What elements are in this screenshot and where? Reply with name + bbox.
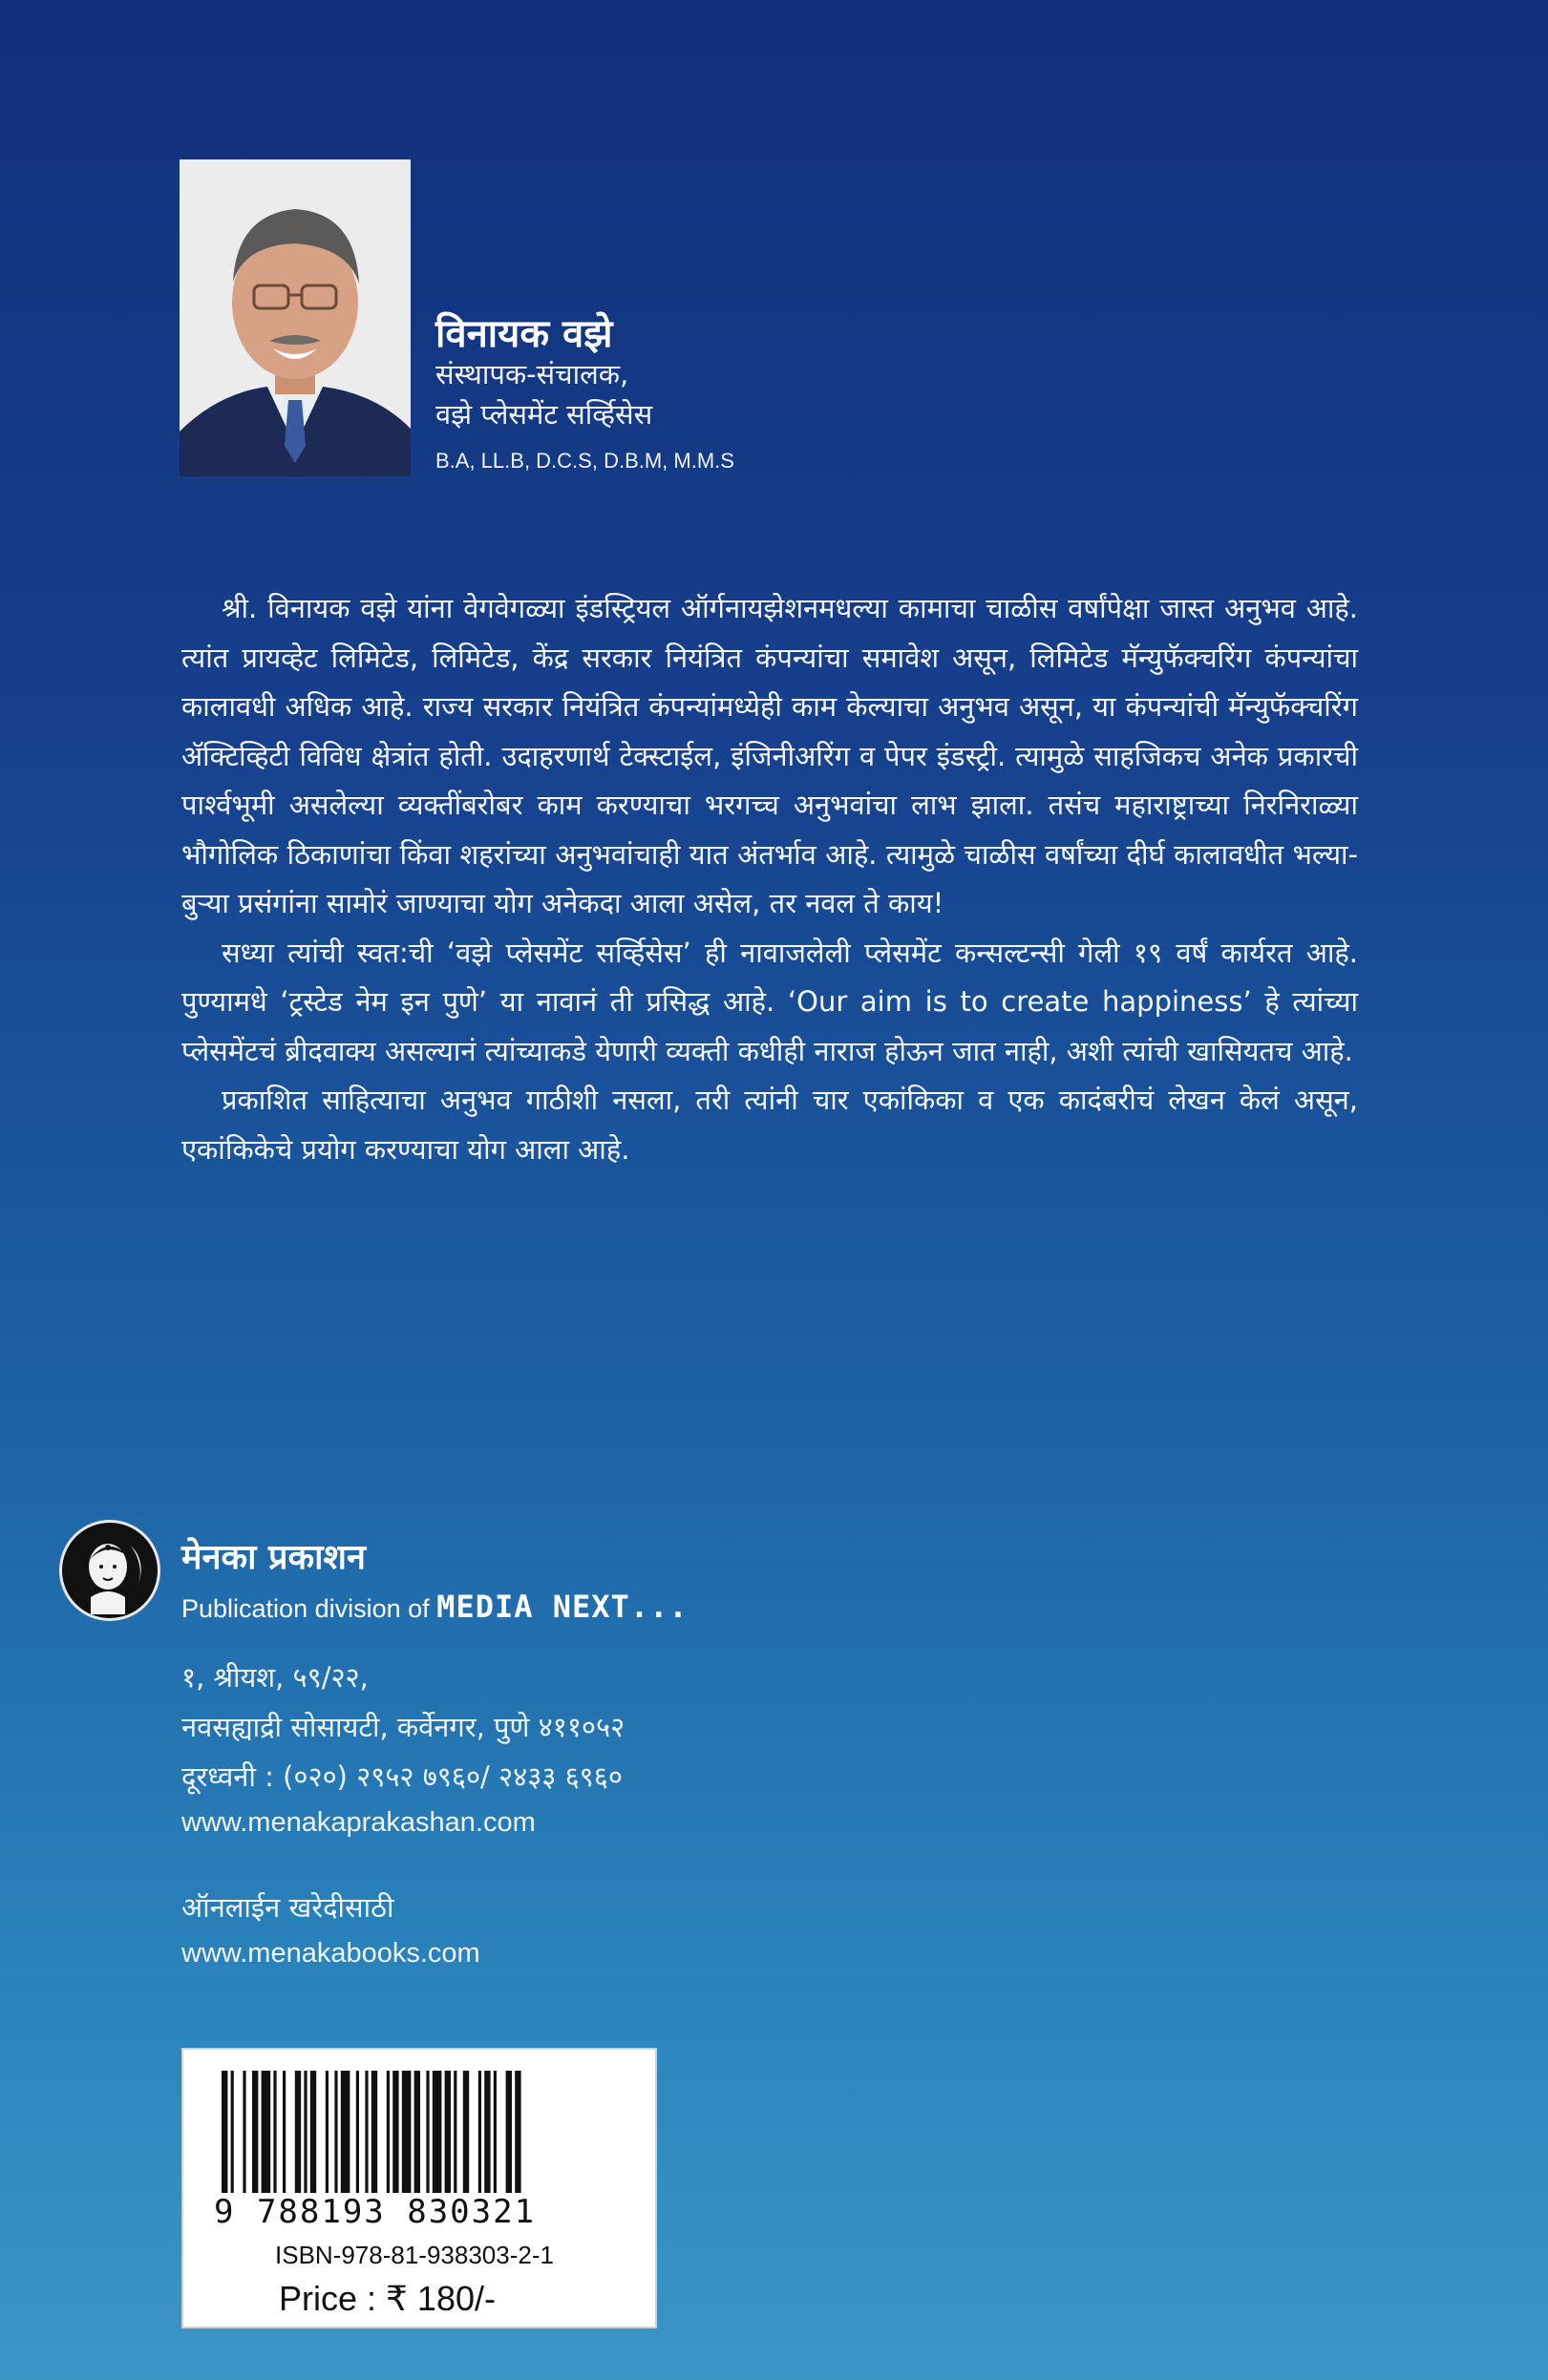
barcode-bar <box>392 2071 398 2193</box>
barcode-bar <box>433 2071 442 2193</box>
barcode-digits: 9 788193 830321 <box>214 2193 537 2231</box>
barcode-bar <box>295 2071 301 2193</box>
publisher-address-line-2: नवसह्याद्री सोसायटी, कर्वेनगर, पुणे ४११०५२ <box>181 1711 626 1743</box>
publisher-division-prefix: Publication division of <box>181 1594 437 1623</box>
barcode-bar <box>484 2071 490 2193</box>
barcode-bar <box>262 2071 271 2193</box>
barcode-panel <box>181 2048 657 2328</box>
publisher-phone: दूरध्वनी : (०२०) २९५२ ७९६०/ २४३३ ६९६० <box>181 1760 623 1793</box>
barcode-bar <box>445 2071 451 2193</box>
barcode-bar <box>454 2071 456 2193</box>
barcode-bar <box>310 2071 316 2193</box>
author-name: विनायक वझे <box>435 312 613 356</box>
isbn-number: ISBN-978-81-938303-2-1 <box>275 2241 554 2269</box>
barcode-bar <box>231 2071 234 2193</box>
barcode-bar <box>371 2071 377 2193</box>
barcode-bar <box>365 2071 368 2193</box>
barcode-bar <box>414 2071 420 2193</box>
author-degrees: B.A, LL.B, D.C.S, D.B.M, M.M.S <box>435 449 734 473</box>
barcode-bar <box>515 2071 520 2193</box>
bio-paragraph-1: श्री. विनायक वझे यांना वेगवेगळ्या इंडस्ट्रियल ऑर्गनायझेशनमधल्या कामाचा चाळीस वर्षांपेक्षा जास्त अनुभव आहे. त्यांत प्रायव्हेट लिमिटेड, लिमिटेड, केंद्र सरकार नियंत्रित कंपन्यांचा समावेश असून, लिमिटेड मॅन्युफॅक्चरिंग कंपन्यांचा कालावधी अधिक आहे. राज्य सरकार नियंत्रित कंपन्यांमध्येही काम केल्याचा अनुभव असून, या कंपन्यांची मॅन्युफॅक्चरिंग ॲक्टिव्हिटी विविध क्षेत्रांत होती. उदाहरणार्थ टेक्स्टाईल, इंजिनीअरिंग व पेपर इंडस्ट्री. त्यामुळे साहजिकच अनेक प्रकारची पार्श्वभूमी असलेल्या व्यक्तींबरोबर काम करण्याचा भरगच्च अनुभवांचा लाभ झाला. तसंच महाराष्ट्राच्या निरनिराळ्या भौगोलिक ठिकाणांचा किंवा शहरांच्या अनुभवांचाही यात अंतर्भाव आहे. त्यामुळे चाळीस वर्षांच्या दीर्घ कालावधीत भल्या-बुऱ्या प्रसंगांना सामोरं जाण्याचा योग अनेकदा आला असेल, तर नवल ते काय! <box>181 592 1358 919</box>
online-purchase-label: ऑनलाईन खरेदीसाठी <box>181 1891 394 1924</box>
barcode-bar <box>402 2071 412 2193</box>
publisher-address-line-1: १, श्रीयश, ५९/२२, <box>181 1661 369 1694</box>
barcode-graphic <box>222 2071 623 2193</box>
barcode-bar <box>506 2071 512 2193</box>
author-role: संस्थापक-संचालक, <box>435 358 629 390</box>
bio-paragraph-2: सध्या त्यांची स्वत:ची ‘वझे प्लेसमेंट सर्व्हिसेस’ ही नावाजलेली प्लेसमेंट कन्सल्टन्सी गेली १९ वर्षं कार्यरत आहे. पुण्यामधे ‘ट्रस्टेड नेम इन पुणे’ या नावानं ती प्रसिद्ध आहे. ‘Our aim is to create happiness’ हे त्यांच्या प्लेसमेंटचं ब्रीदवाक्य असल्यानं त्यांच्याकडे येणारी व्यक्ती कधीही नाराज होऊन जात नाही, अशी त्यांची खासियतच आहे. <box>181 936 1358 1067</box>
barcode-bar <box>341 2071 350 2193</box>
barcode-bar <box>273 2071 276 2193</box>
publisher-division <box>181 1589 689 1625</box>
barcode-bar <box>252 2071 258 2193</box>
barcode-bar <box>426 2071 429 2193</box>
author-bio <box>181 584 1358 1174</box>
barcode-bar <box>326 2071 329 2193</box>
barcode-bar <box>243 2071 245 2193</box>
author-photo <box>180 159 411 476</box>
barcode-bar <box>222 2071 227 2193</box>
menaka-logo-face-icon <box>62 1523 158 1618</box>
barcode-bar <box>334 2071 337 2193</box>
book-price: Price : ₹ 180/- <box>279 2279 496 2318</box>
online-store-link[interactable]: www.menakabooks.com <box>181 1938 480 1969</box>
media-next-brand: MEDIA NEXT... <box>436 1589 689 1625</box>
publisher-logo-icon <box>59 1520 160 1621</box>
bio-paragraph-3: प्रकाशित साहित्याचा अनुभव गाठीशी नसला, तरी त्यांनी चार एकांकिका व एक कादंबरीचं लेखन केलं असून, एकांकिकेचे प्रयोग करण्याचा योग आला आहे. <box>181 1084 1358 1166</box>
barcode-bar <box>478 2071 481 2193</box>
author-portrait-image <box>180 159 411 476</box>
author-company: वझे प्लेसमेंट सर्व्हिसेस <box>435 398 653 431</box>
publisher-website-link[interactable]: www.menakaprakashan.com <box>181 1807 536 1838</box>
barcode-bar <box>463 2071 469 2193</box>
barcode-bar <box>304 2071 307 2193</box>
publisher-name: मेनका प्रकाशन <box>181 1538 366 1577</box>
barcode-bar <box>387 2071 390 2193</box>
barcode-bar <box>494 2071 497 2193</box>
barcode-bar <box>283 2071 286 2193</box>
barcode-bar <box>356 2071 359 2193</box>
